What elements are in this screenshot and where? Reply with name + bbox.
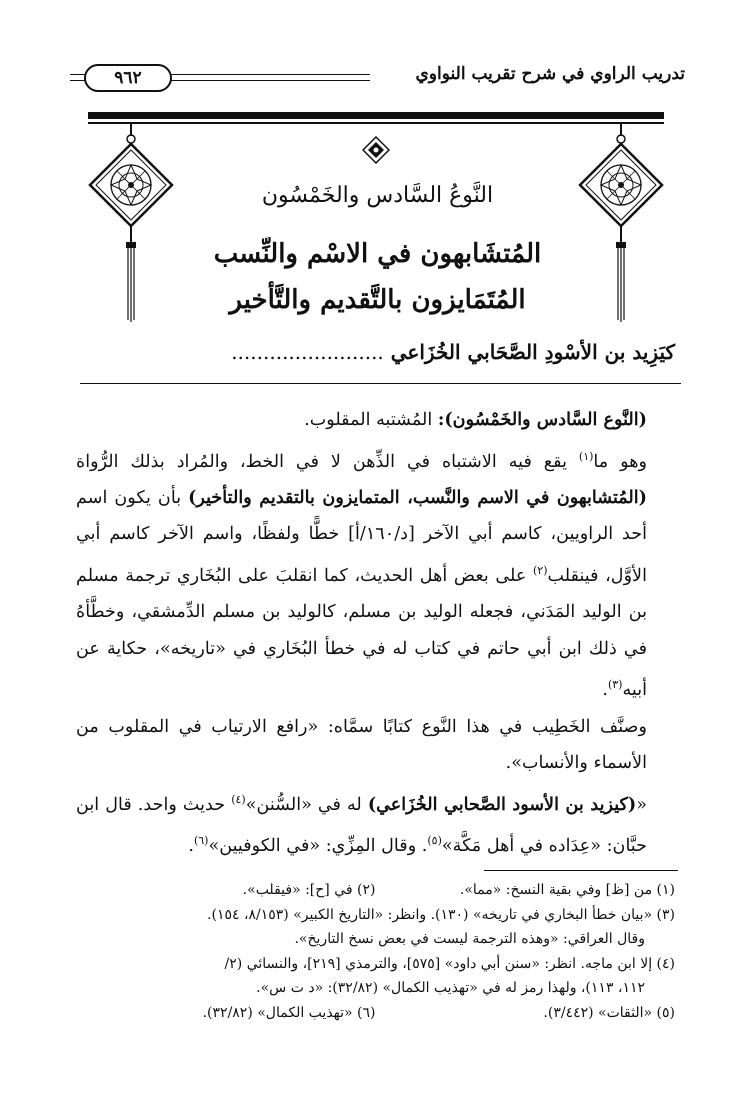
footnote-ref-3: (٣): [607, 678, 623, 692]
paragraph-3: وصنَّف الخَطِيب في هذا النَّوع كتابًا سمَّاه: «رافع الارتياب في المقلوب من الأسماء والأنساب».: [76, 716, 647, 774]
section-title-line1: المُتشَابهون في الاسْم والنِّسب: [213, 239, 542, 269]
p2-text-e: .: [602, 680, 608, 701]
paragraph-1: [76, 402, 675, 439]
footnote-ref-5: (٥): [427, 833, 442, 847]
p2-text-a: وهو ما: [593, 451, 647, 472]
footnote-3: (٣) «بيان خطأ البخاري في تاريخه» (١٣٠). وانظر: «التاريخ الكبير» (٨/١٥٣، ١٥٤).: [207, 906, 675, 923]
p4-text-b: له في «السُّنن»: [245, 794, 368, 815]
footnote-6: (٦) «تهذيب الكمال» (٣٢/٨٢).: [202, 1004, 376, 1021]
footnotes: [76, 878, 675, 1025]
p1-bold: (النَّوع السَّادس والخَمْسُون):: [437, 409, 647, 430]
footnote-ref-1: (١): [578, 449, 594, 463]
page-number: ٩٦٢: [84, 64, 172, 92]
paragraph-4: [76, 782, 675, 865]
page-number-frame: [70, 62, 370, 92]
p2-text-b: يقع فيه الاشتباه في الذِّهن لا في الخط، والمُراد بذلك الرُّواة: [76, 451, 579, 472]
p1-text: المُشتبه المقلوب.: [304, 410, 438, 430]
running-header: [70, 62, 685, 96]
p2-text-c: بأن يكون اسم أحد الراويين، كاسم أبي الآخر [د/١٦٠/أ] خطًّا ولفظًا، واسم الآخر كاسم أبي الأوَّل، فينقلب: [76, 487, 647, 586]
footnote-ref-4: (٤): [231, 792, 246, 806]
p4-text-a: «: [636, 794, 647, 815]
p2-bold: (المُتشابهون في الاسم والنَّسب، المتمايزون بالتقديم والتأخير): [188, 486, 647, 508]
example-heading-text: كيَزِيد بن الأسْودِ الصَّحَابي الخُزَاعي: [390, 340, 675, 364]
footnote-ref-6: (٦): [193, 833, 209, 847]
center-diamond-icon: [362, 136, 390, 164]
heading-divider: [80, 383, 681, 384]
p4-bold: (كيزيد بن الأسود الصَّحابي الخُزَاعي): [367, 793, 637, 815]
footnote-ref-2: (٢): [532, 563, 548, 577]
example-heading-dots: ........................: [231, 340, 384, 364]
p4-text-e: .: [188, 835, 194, 856]
book-title: تدريب الراوي في شرح تقريب النواوي: [415, 64, 685, 84]
footnote-5: (٥) «الثقات» (٣/٤٤٢).: [543, 1004, 675, 1021]
footnote-row-1: [76, 878, 675, 903]
paragraph-2: [76, 439, 675, 709]
p4-text-d: . وقال المِزِّي: «في الكوفيين»: [208, 835, 428, 856]
footnote-1: (١) من [ظ] وفي بقية النسخ: «مما».: [459, 882, 675, 898]
section-kind-heading: النَّوعُ السَّادس والخَمْسُون: [261, 183, 494, 208]
footnote-3-continued: وقال العراقي: «وهذه الترجمة ليست في بعض نسخ التاريخ».: [294, 931, 645, 947]
section-title-line2: المُتَمَايزون بالتَّقديم والتَّأخير: [229, 285, 526, 315]
footnote-separator: [484, 870, 678, 871]
p2-text-d: على بعض أهل الحديث، كما انقلبَ على البُخَاري ترجمة مسلم بن الوليد المَدَني، فجعله الوليد بن مسلم، كالوليد بن مسلم الدِّمشقي، وخطَّأهُ في ذلك ابن أبي حاتم في كتاب له في خطأ البُخَاري في «تاريخه»، حكاية عن أبيه: [76, 565, 647, 701]
footnote-4-continued: ١١٢، ١١٣)، ولهذا رمز له في «تهذيب الكمال» (٣٢/٨٢): «د ت س».: [256, 980, 645, 996]
footnote-4: (٤) إلا ابن ماجه. انظر: «سنن أبي داود» [٥٧٥]، والترمذي [٢١٩]، والنسائي (٢/: [224, 955, 675, 972]
footnote-2: (٢) في [ح]: «فيقلب».: [242, 882, 376, 898]
p4-text-c: حديث واحد. قال ابن حبَّان: «عِدَاده في أهل مَكَّة»: [76, 794, 647, 856]
body-text: [76, 402, 675, 864]
footnote-row-3: [76, 1001, 675, 1026]
ornament-bar: [88, 112, 664, 119]
example-heading: [100, 340, 675, 364]
